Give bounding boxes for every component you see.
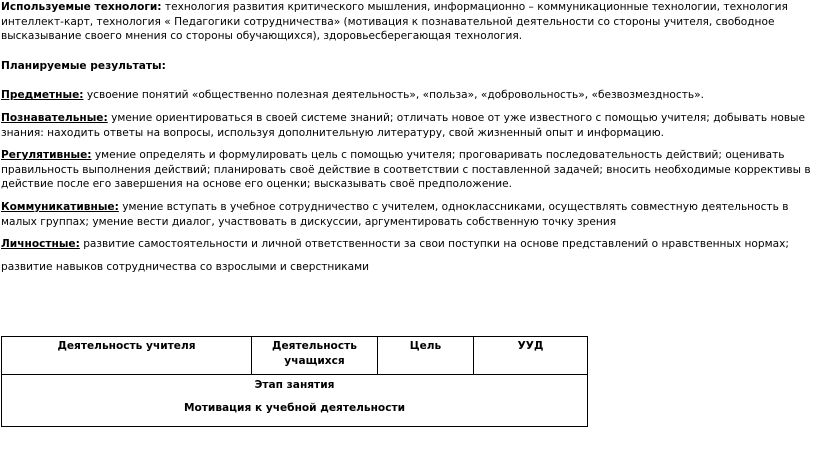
result-personal-label: Личностные: — [1, 238, 80, 251]
result-cognitive — [1, 111, 811, 140]
header-teacher-activity: Деятельность учителя — [2, 337, 252, 375]
results-heading: Планируемые результаты: — [1, 59, 166, 72]
result-regulatory-label: Регулятивные: — [1, 149, 92, 162]
result-subject — [1, 88, 811, 103]
lesson-table — [1, 336, 588, 427]
result-cognitive-label: Познавательные: — [1, 111, 108, 124]
header-student-activity: Деятельность учащихся — [252, 337, 378, 375]
result-regulatory — [1, 148, 811, 192]
result-subject-label: Предметные: — [1, 89, 84, 102]
stage-title: Этап занятия — [254, 379, 335, 391]
stage-cell — [2, 375, 588, 427]
technologies-label: Используемые технологи: — [1, 1, 162, 13]
table-header-row — [2, 337, 588, 375]
stage-name: Мотивация к учебной деятельности — [183, 401, 406, 414]
document-body — [1, 0, 811, 274]
result-subject-text: усвоение понятий «общественно полезная деятельность», «польза», «добровольность», «безвозмездность». — [83, 89, 704, 102]
result-regulatory-text: умение определять и формулировать цель с помощью учителя; проговаривать последовательность действий; оценивать правильность выполнения действий; планировать своё действие в соответствии с поставленной задачей; вносить необходимые коррективы в действие после его завершения на основе его оценки; высказывать своё предположение. — [1, 149, 811, 191]
table-stage-row — [2, 375, 588, 427]
result-personal — [1, 237, 811, 252]
result-communicative — [1, 200, 811, 229]
extra-line: развитие навыков сотрудничества со взрослыми и сверстниками — [1, 260, 370, 273]
result-communicative-text: умение вступать в учебное сотрудничество с учителем, одноклассниками, осуществлять совместную деятельность в малых группах; умение вести диалог, участвовать в дискуссии, аргументировать собственную точку зрения — [1, 200, 789, 228]
technologies-text: технология развития критического мышления, информационно – коммуникационные технологии, технология интеллект-карт, технология « Педагогики сотрудничества» (мотивация к познавательной деятельности со стороны учителя, свободное высказывание своего мнения со стороны обучающихся), здоровьесберегающая технология. — [1, 1, 788, 43]
result-cognitive-text: умение ориентироваться в своей системе знаний; отличать новое от уже известного с помощью учителя; добывать новые знания: находить ответы на вопросы, используя дополнительную литературу, свой жизненный опыт и информацию. — [1, 111, 805, 139]
header-goal: Цель — [378, 337, 474, 375]
result-personal-text: развитие самостоятельности и личной ответственности за свои поступки на основе представлений о нравственных нормах; — [79, 238, 789, 251]
technologies-paragraph — [1, 0, 811, 44]
result-communicative-label: Коммуникативные: — [1, 200, 119, 213]
header-uud: УУД — [474, 337, 588, 375]
